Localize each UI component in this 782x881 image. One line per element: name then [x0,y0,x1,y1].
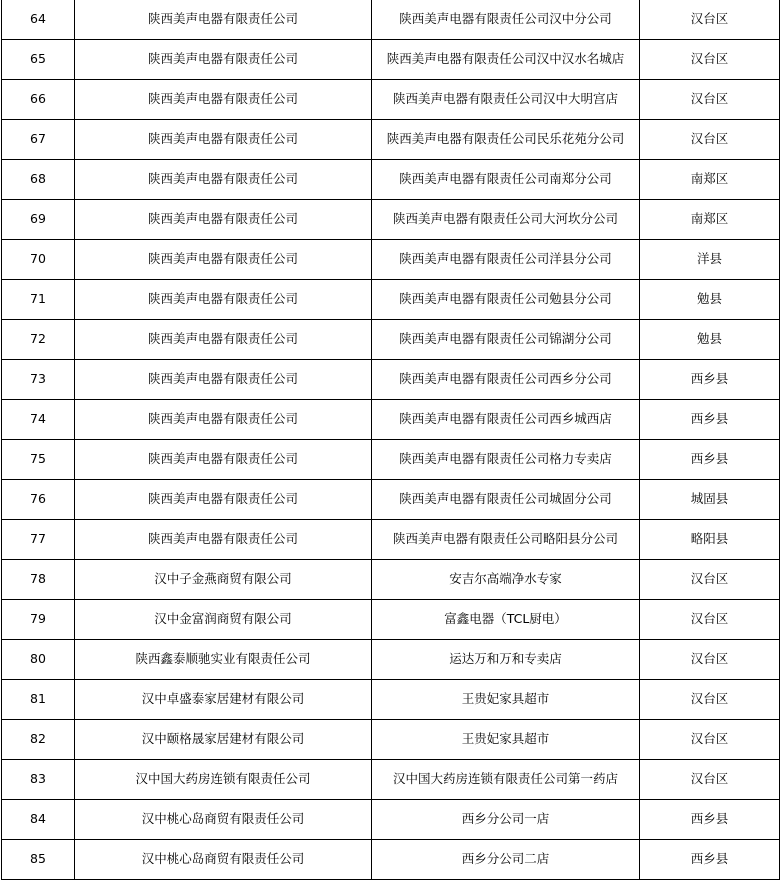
row-number-cell: 74 [2,400,75,440]
table-row [2,80,780,120]
table-row [2,320,780,360]
company-name-cell: 汉中子金燕商贸有限公司 [75,560,372,600]
store-name-cell: 西乡分公司二店 [372,840,640,880]
company-name-cell: 汉中卓盛泰家居建材有限公司 [75,680,372,720]
company-name-cell: 汉中国大药房连锁有限责任公司 [75,760,372,800]
company-name-cell: 陕西美声电器有限责任公司 [75,240,372,280]
company-name-cell: 陕西美声电器有限责任公司 [75,440,372,480]
table-row [2,640,780,680]
district-cell: 汉台区 [640,560,780,600]
table-row [2,680,780,720]
company-name-cell: 陕西美声电器有限责任公司 [75,0,372,40]
company-name-cell: 陕西美声电器有限责任公司 [75,320,372,360]
table-row [2,520,780,560]
district-cell: 汉台区 [640,120,780,160]
company-name-cell: 陕西美声电器有限责任公司 [75,280,372,320]
store-name-cell: 王贵妃家具超市 [372,680,640,720]
table-row [2,160,780,200]
store-name-cell: 陕西美声电器有限责任公司锦湖分公司 [372,320,640,360]
table-row [2,560,780,600]
row-number-cell: 78 [2,560,75,600]
district-cell: 西乡县 [640,800,780,840]
store-name-cell: 陕西美声电器有限责任公司勉县分公司 [372,280,640,320]
store-name-cell: 运达万和万和专卖店 [372,640,640,680]
company-name-cell: 汉中桃心岛商贸有限责任公司 [75,800,372,840]
row-number-cell: 84 [2,800,75,840]
table-row [2,40,780,80]
row-number-cell: 79 [2,600,75,640]
row-number-cell: 65 [2,40,75,80]
district-cell: 汉台区 [640,40,780,80]
district-cell: 城固县 [640,480,780,520]
company-name-cell: 陕西美声电器有限责任公司 [75,200,372,240]
store-name-cell: 西乡分公司一店 [372,800,640,840]
store-name-cell: 陕西美声电器有限责任公司城固分公司 [372,480,640,520]
row-number-cell: 68 [2,160,75,200]
row-number-cell: 71 [2,280,75,320]
company-name-cell: 陕西美声电器有限责任公司 [75,40,372,80]
company-name-cell: 陕西美声电器有限责任公司 [75,80,372,120]
store-name-cell: 陕西美声电器有限责任公司格力专卖店 [372,440,640,480]
row-number-cell: 69 [2,200,75,240]
row-number-cell: 70 [2,240,75,280]
district-cell: 汉台区 [640,760,780,800]
table-row [2,760,780,800]
store-name-cell: 汉中国大药房连锁有限责任公司第一药店 [372,760,640,800]
district-cell: 西乡县 [640,400,780,440]
district-cell: 南郑区 [640,160,780,200]
company-name-cell: 陕西美声电器有限责任公司 [75,360,372,400]
district-cell: 西乡县 [640,840,780,880]
district-cell: 汉台区 [640,640,780,680]
row-number-cell: 72 [2,320,75,360]
row-number-cell: 73 [2,360,75,400]
table-row [2,200,780,240]
row-number-cell: 77 [2,520,75,560]
table-row [2,400,780,440]
store-name-cell: 陕西美声电器有限责任公司洋县分公司 [372,240,640,280]
company-name-cell: 汉中金富润商贸有限公司 [75,600,372,640]
table-row [2,600,780,640]
company-name-cell: 陕西美声电器有限责任公司 [75,480,372,520]
row-number-cell: 66 [2,80,75,120]
row-number-cell: 83 [2,760,75,800]
district-cell: 汉台区 [640,720,780,760]
store-name-cell: 陕西美声电器有限责任公司略阳县分公司 [372,520,640,560]
district-cell: 汉台区 [640,80,780,120]
district-cell: 勉县 [640,280,780,320]
store-name-cell: 陕西美声电器有限责任公司南郑分公司 [372,160,640,200]
district-cell: 略阳县 [640,520,780,560]
table-row [2,280,780,320]
table-row [2,240,780,280]
store-name-cell: 陕西美声电器有限责任公司汉中汉水名城店 [372,40,640,80]
row-number-cell: 76 [2,480,75,520]
table-row [2,360,780,400]
company-name-cell: 陕西鑫泰顺驰实业有限责任公司 [75,640,372,680]
row-number-cell: 67 [2,120,75,160]
table-row [2,480,780,520]
table-row [2,120,780,160]
district-cell: 西乡县 [640,440,780,480]
store-name-cell: 陕西美声电器有限责任公司西乡城西店 [372,400,640,440]
district-cell: 西乡县 [640,360,780,400]
row-number-cell: 64 [2,0,75,40]
merchant-table [1,0,780,880]
table-row [2,840,780,880]
table-row [2,720,780,760]
row-number-cell: 81 [2,680,75,720]
company-name-cell: 陕西美声电器有限责任公司 [75,520,372,560]
store-name-cell: 陕西美声电器有限责任公司汉中大明宫店 [372,80,640,120]
company-name-cell: 陕西美声电器有限责任公司 [75,120,372,160]
merchant-table-sheet [1,0,779,880]
company-name-cell: 汉中颐格晟家居建材有限公司 [75,720,372,760]
row-number-cell: 85 [2,840,75,880]
district-cell: 洋县 [640,240,780,280]
row-number-cell: 75 [2,440,75,480]
district-cell: 南郑区 [640,200,780,240]
table-row [2,0,780,40]
table-row [2,440,780,480]
store-name-cell: 王贵妃家具超市 [372,720,640,760]
table-row [2,800,780,840]
merchant-table-body [2,0,780,880]
store-name-cell: 富鑫电器（TCL厨电） [372,600,640,640]
store-name-cell: 陕西美声电器有限责任公司民乐花苑分公司 [372,120,640,160]
store-name-cell: 陕西美声电器有限责任公司西乡分公司 [372,360,640,400]
company-name-cell: 陕西美声电器有限责任公司 [75,400,372,440]
company-name-cell: 陕西美声电器有限责任公司 [75,160,372,200]
store-name-cell: 陕西美声电器有限责任公司大河坎分公司 [372,200,640,240]
row-number-cell: 82 [2,720,75,760]
row-number-cell: 80 [2,640,75,680]
store-name-cell: 陕西美声电器有限责任公司汉中分公司 [372,0,640,40]
district-cell: 汉台区 [640,680,780,720]
store-name-cell: 安吉尔高端净水专家 [372,560,640,600]
district-cell: 汉台区 [640,600,780,640]
company-name-cell: 汉中桃心岛商贸有限责任公司 [75,840,372,880]
district-cell: 勉县 [640,320,780,360]
district-cell: 汉台区 [640,0,780,40]
